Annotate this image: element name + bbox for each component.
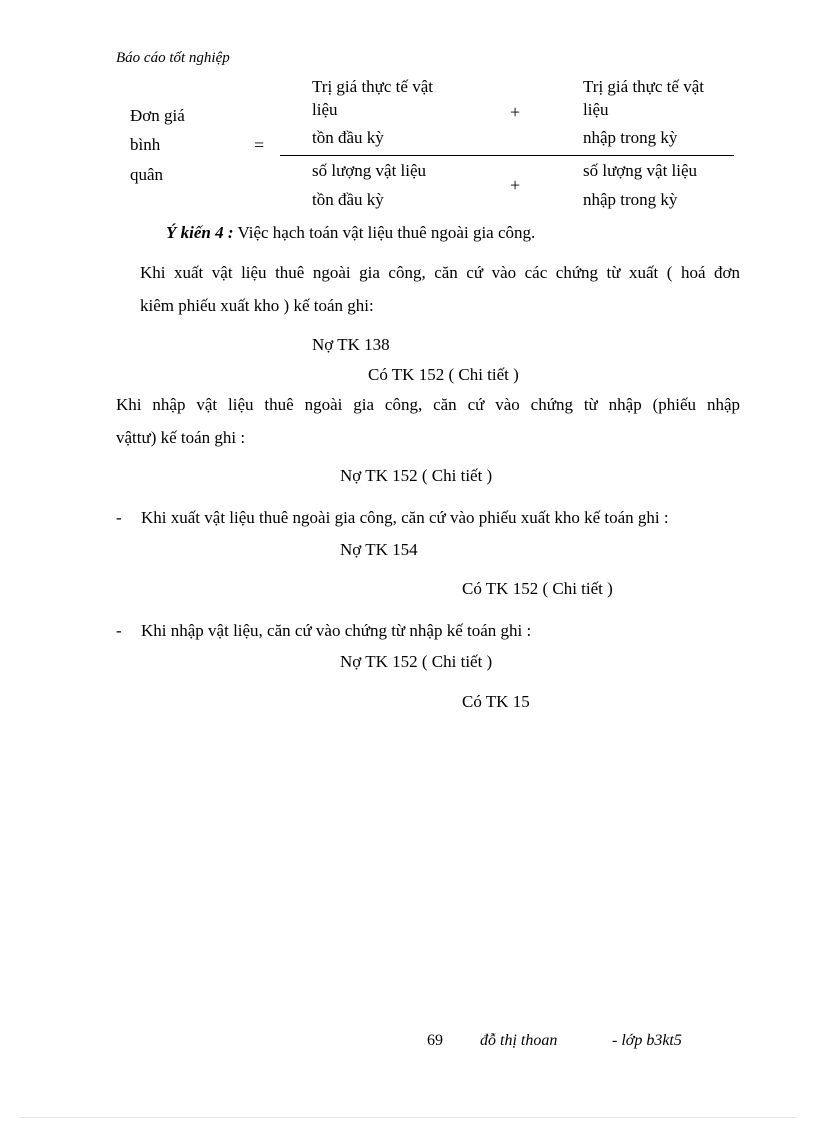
bullet-1-marker: - <box>116 508 122 527</box>
denominator-right-line2: nhập trong kỳ <box>583 190 678 209</box>
bullet-1-text: Khi xuất vật liệu thuê ngoài gia công, căn cứ vào phiếu xuất kho kế toán ghi : <box>141 508 669 527</box>
entry-3-credit: Có TK 152 ( Chi tiết ) <box>462 579 613 598</box>
bullet-2-marker: - <box>116 621 122 640</box>
paragraph-1-line1: Khi xuất vật liệu thuê ngoài gia công, căn cứ vào các chứng từ xuất ( hoá đơn <box>140 263 740 282</box>
opinion-heading <box>166 223 535 243</box>
entry-3-debit: Nợ TK 154 <box>340 540 418 559</box>
denominator-plus: + <box>510 175 521 195</box>
numerator-left-line2: liệu <box>312 100 338 119</box>
numerator-plus: + <box>510 102 521 122</box>
denominator-left-line1: số lượng vật liệu <box>312 161 427 180</box>
paragraph-2-line1: Khi nhập vật liệu thuê ngoài gia công, căn cứ vào chứng từ nhập (phiếu nhập <box>116 395 740 414</box>
paragraph-2 <box>116 388 740 454</box>
entry-2-debit: Nợ TK 152 ( Chi tiết ) <box>340 466 493 485</box>
numerator-left-line1: Trị giá thực tế vật <box>312 77 433 96</box>
opinion-label: Ý kiến 4 : <box>166 223 234 242</box>
formula-lhs-line2: bình <box>130 135 161 154</box>
bullet-2-text: Khi nhập vật liệu, căn cứ vào chứng từ nhập kế toán ghi : <box>141 621 532 640</box>
footer-author: đỗ thị thoan <box>480 1032 558 1049</box>
entry-1-credit: Có TK 152 ( Chi tiết ) <box>368 365 519 384</box>
entry-4-credit: Có TK 15 <box>462 692 530 711</box>
footer-class: - lớp b3kt5 <box>612 1032 682 1049</box>
page-header: Báo cáo tốt nghiệp <box>116 50 230 66</box>
opinion-text: Việc hạch toán vật liệu thuê ngoài gia công. <box>233 223 536 242</box>
numerator-right-line3: nhập trong kỳ <box>583 128 678 147</box>
numerator-left-line3: tồn đầu kỳ <box>312 128 384 147</box>
numerator-right-line1: Trị giá thực tế vật <box>583 77 704 96</box>
formula-lhs-line1: Đơn giá <box>130 106 185 125</box>
paragraph-1-line2: kiêm phiếu xuất kho ) kế toán ghi: <box>140 296 374 315</box>
formula-lhs-line3: quân <box>130 165 164 184</box>
page-bottom-edge <box>20 1117 796 1118</box>
denominator-left-line2: tồn đầu kỳ <box>312 190 384 209</box>
page-number: 69 <box>427 1032 443 1049</box>
formula-equals: = <box>254 135 265 155</box>
entry-4-debit: Nợ TK 152 ( Chi tiết ) <box>340 652 493 671</box>
numerator-right-line2: liệu <box>583 100 609 119</box>
paragraph-2-line2: vậttư) kế toán ghi : <box>116 428 246 447</box>
entry-1-debit: Nợ TK 138 <box>312 335 390 354</box>
denominator-right-line1: số lượng vật liệu <box>583 161 698 180</box>
fraction-bar <box>280 155 734 156</box>
paragraph-1 <box>140 256 740 322</box>
